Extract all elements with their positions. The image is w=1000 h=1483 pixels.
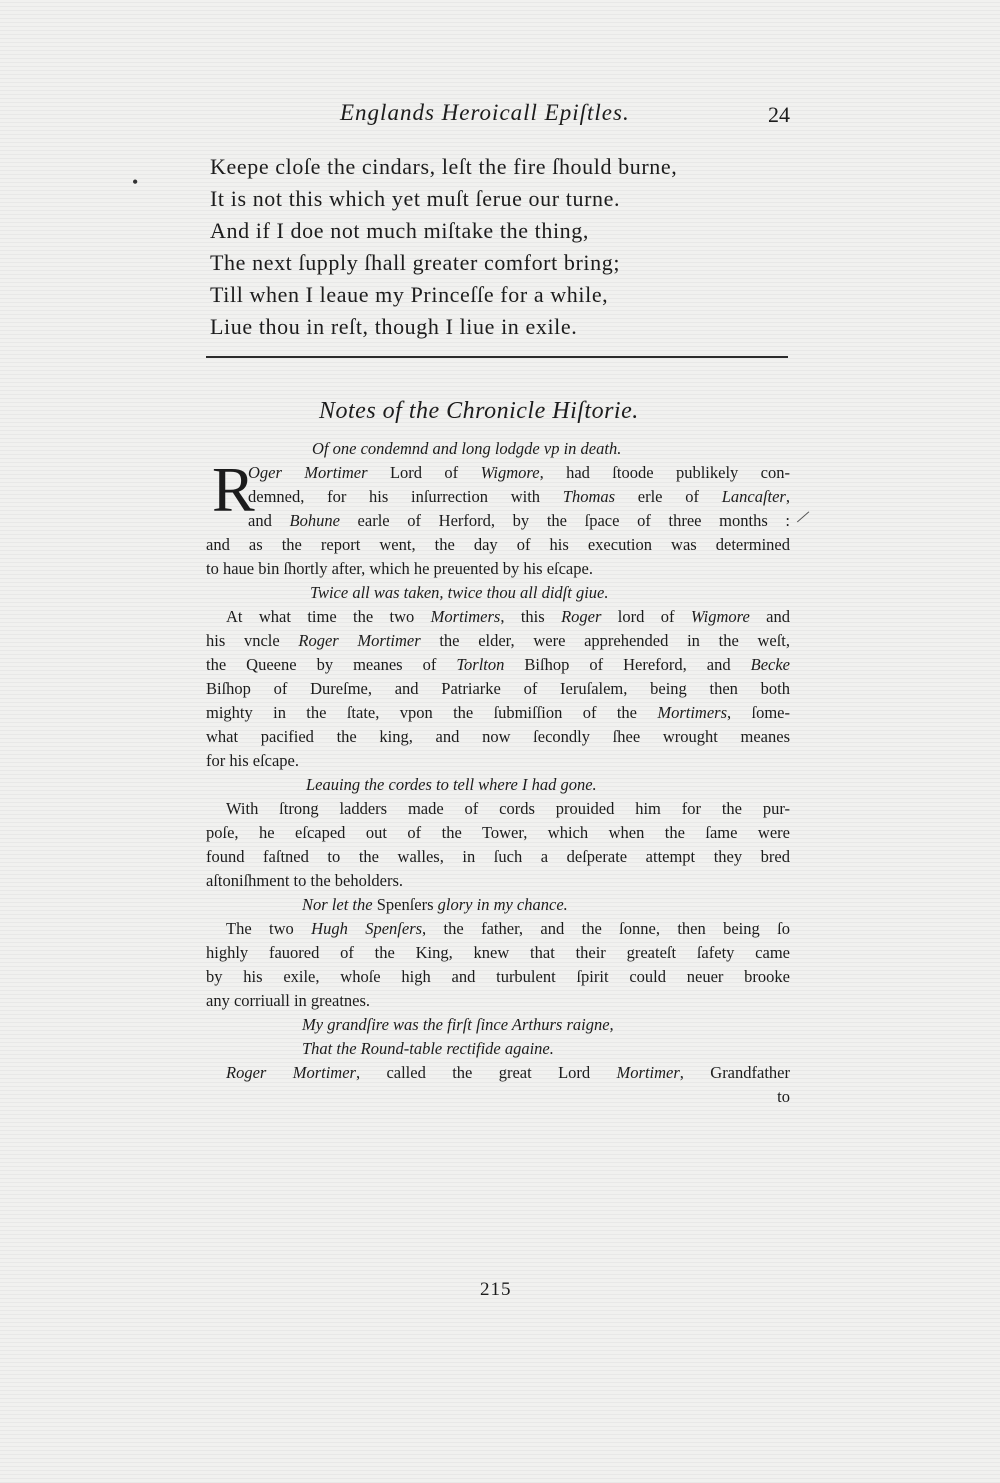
note-text: lord of bbox=[601, 607, 691, 626]
note-line bbox=[206, 653, 790, 677]
note-line bbox=[206, 485, 790, 509]
note-line: and as the report went, the day of his execution was determined bbox=[206, 535, 790, 554]
note-text: and bbox=[248, 511, 290, 530]
note-name: Bohune bbox=[289, 511, 340, 530]
note-text: erle of bbox=[615, 487, 722, 506]
note-line: highly fauored of the King, knew that their greateſt ſafety came bbox=[206, 943, 790, 962]
note-text: The two bbox=[226, 919, 312, 938]
drop-cap: R bbox=[212, 454, 255, 525]
note-name: Becke bbox=[750, 655, 790, 674]
notes-body bbox=[206, 437, 790, 1109]
note-line: what pacified the king, and now ſecondly ſhee wrought meanes bbox=[206, 727, 790, 746]
note-line bbox=[206, 917, 790, 941]
note-line bbox=[206, 605, 790, 629]
note-caption: My grandſire was the firſt ſince Arthurs raigne, bbox=[302, 1015, 614, 1034]
note-line: to haue bin ſhortly after, which he preuented by his eſcape. bbox=[206, 559, 593, 578]
poem-line: Till when I leaue my Princeſſe for a while, bbox=[210, 282, 609, 307]
note-line: aſtoniſhment to the beholders. bbox=[206, 871, 404, 890]
note-line bbox=[206, 701, 790, 725]
poem-line: The next ſupply ſhall greater comfort bring; bbox=[210, 250, 621, 275]
note-text: the elder, were apprehended in the weſt, bbox=[420, 631, 790, 650]
note-name: Mortimers bbox=[430, 607, 501, 626]
note-text: , ſome- bbox=[727, 703, 790, 722]
notes-heading: Notes of the Chronicle Hiſtorie. bbox=[319, 398, 639, 424]
note-text: demned, for his inſurrection with bbox=[248, 487, 563, 506]
note-name: Lancaſter bbox=[721, 487, 786, 506]
section-divider bbox=[206, 356, 788, 358]
note-text: mighty in the ſtate, vpon the ſubmiſſion of the bbox=[206, 703, 658, 722]
note-caption: Twice all was taken, twice thou all didſt giue. bbox=[310, 583, 609, 602]
note-caption bbox=[206, 893, 790, 917]
note-name: Roger Mortimer bbox=[226, 1063, 356, 1082]
note-line bbox=[206, 461, 790, 485]
note-caption: Leauing the cordes to tell where I had gone. bbox=[306, 775, 597, 794]
note-name: Roger Mortimer bbox=[298, 631, 421, 650]
note-text: and bbox=[749, 607, 791, 626]
note-line: by his exile, whoſe high and turbulent ſpirit could neuer brooke bbox=[206, 967, 790, 986]
poem-line: And if I doe not much miſtake the thing, bbox=[210, 218, 589, 243]
poem-line: Liue thou in reſt, though I liue in exile. bbox=[210, 314, 578, 339]
note-line: found faſtned to the walles, in ſuch a deſperate attempt they bred bbox=[206, 847, 790, 866]
note-text: At what time the two bbox=[226, 607, 431, 626]
page-number-bottom: 215 bbox=[480, 1279, 512, 1300]
note-name: Wigmore bbox=[480, 463, 540, 482]
note-text: , Grandfather bbox=[679, 1063, 790, 1082]
note-name: Oger Mortimer bbox=[248, 463, 368, 482]
note-name: Thomas bbox=[562, 487, 616, 506]
note-caption: Of one condemnd and long lodgde vp in death. bbox=[312, 439, 622, 458]
note-text: the Queene by meanes of bbox=[206, 655, 457, 674]
note-text: , this bbox=[500, 607, 562, 626]
note-text: earle of Herford, by the ſpace of three months : bbox=[339, 511, 790, 530]
note-line: any corriuall in greatnes. bbox=[206, 991, 371, 1010]
note-line bbox=[206, 509, 790, 533]
running-title: Englands Heroicall Epiſtles. bbox=[340, 100, 630, 125]
note-line bbox=[206, 1061, 790, 1085]
poem-stanza bbox=[210, 151, 790, 343]
note-text: , bbox=[785, 487, 790, 506]
caption-name: Spenſers bbox=[376, 895, 434, 914]
caption-text: Nor let the bbox=[302, 895, 377, 914]
note-name: Mortimers bbox=[657, 703, 728, 722]
note-text: , the father, and the ſonne, then being ſo bbox=[422, 919, 790, 938]
note-text: his vncle bbox=[206, 631, 299, 650]
note-text: Biſhop of Hereford, and bbox=[504, 655, 751, 674]
poem-line: It is not this which yet muſt ſerue our turne. bbox=[210, 186, 621, 211]
note-text: Lord of bbox=[367, 463, 481, 482]
note-line: poſe, he eſcaped out of the Tower, which when the ſame were bbox=[206, 823, 790, 842]
margin-pencil-mark: / bbox=[794, 504, 813, 529]
note-line: for his eſcape. bbox=[206, 751, 299, 770]
note-line: Biſhop of Dureſme, and Patriarke of Ieruſalem, being then both bbox=[206, 679, 790, 698]
note-line bbox=[206, 629, 790, 653]
note-name: Wigmore bbox=[690, 607, 750, 626]
note-text: , had ſtoode publikely con- bbox=[539, 463, 790, 482]
caption-text: glory in my chance. bbox=[433, 895, 568, 914]
poem-line: Keepe cloſe the cindars, leſt the fire ſhould burne, bbox=[210, 154, 678, 179]
note-caption: That the Round-table rectifide againe. bbox=[302, 1039, 554, 1058]
catchword: to bbox=[777, 1087, 790, 1106]
page-number-top: 24 bbox=[768, 102, 790, 127]
note-name: Mortimer bbox=[616, 1063, 680, 1082]
margin-dot: • bbox=[132, 172, 139, 192]
note-name: Roger bbox=[561, 607, 602, 626]
note-line: With ſtrong ladders made of cords prouided him for the pur- bbox=[226, 799, 790, 818]
note-text: , called the great Lord bbox=[355, 1063, 617, 1082]
note-name: Torlton bbox=[456, 655, 505, 674]
note-name: Hugh Spenſers bbox=[311, 919, 423, 938]
